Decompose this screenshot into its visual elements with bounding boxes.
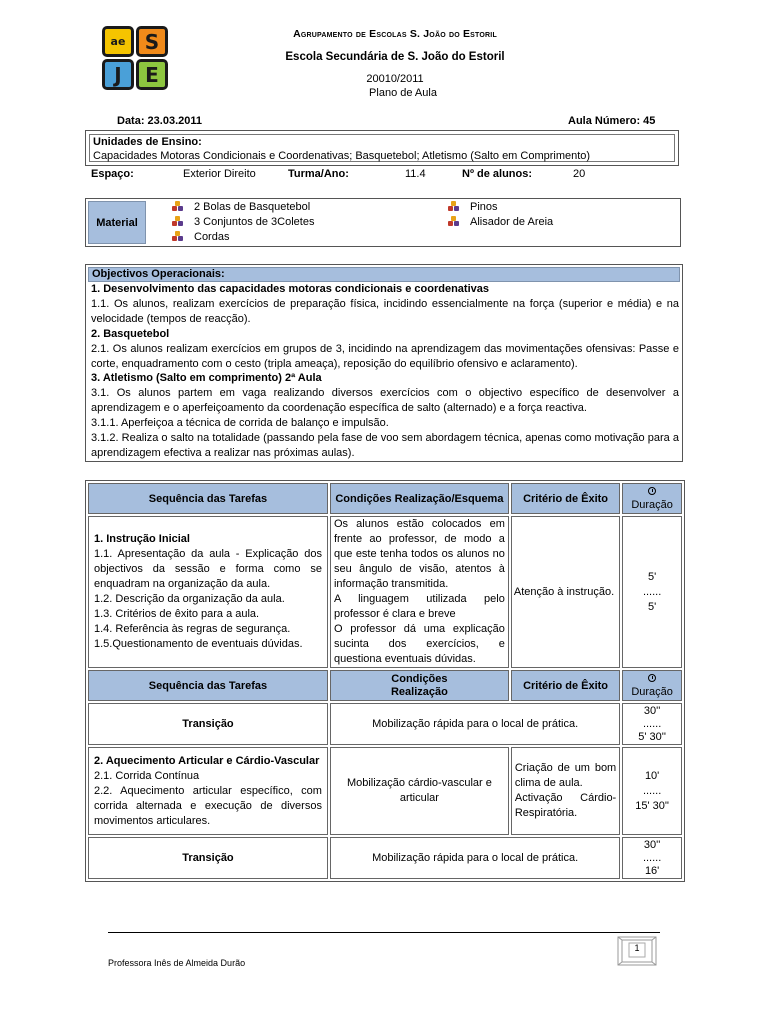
logo-tile-s: S xyxy=(136,26,168,57)
objective-line: 3.1.2. Realiza o salto na totalidade (passando pela fase de voo sem abordagem técnica, apenas como motivação para a aprendizagem efectiva a realizar nas próximas aulas). xyxy=(91,432,679,459)
conditions-aquecimento: Mobilização cárdio-vascular e articular xyxy=(330,747,509,835)
col-header-criteria: Critério de Êxito xyxy=(511,483,620,514)
col-header-conditions: Condições Realização xyxy=(330,670,509,701)
bullet-icon xyxy=(172,231,184,243)
table-header-row xyxy=(88,483,682,514)
objectives-title: Objectivos Operacionais: xyxy=(88,267,680,282)
criteria-aquecimento: Criação de um bom clima de aula. Activação Cárdio-Respiratória. xyxy=(511,747,620,835)
clock-icon xyxy=(648,487,656,495)
col-header-duration: Duração xyxy=(622,483,682,514)
transition-duration: 30'' ...... 16' xyxy=(622,837,682,879)
objective-line: 3.1.1. Aperfeiçoa a técnica de corrida de balanço e impulsão. xyxy=(91,417,389,430)
logo-tile-ae: ae xyxy=(102,26,134,57)
objective-line: 1. Desenvolvimento das capacidades motoras condicionais e coordenativas xyxy=(91,283,489,295)
col-header-duration: Duração xyxy=(622,670,682,701)
space-label: Espaço: xyxy=(91,168,134,180)
clock-icon xyxy=(648,674,656,682)
table-row xyxy=(88,516,682,668)
lesson-date: Data: 23.03.2011 xyxy=(117,115,203,127)
page-number: 1 xyxy=(634,943,640,953)
footer-divider xyxy=(108,932,660,933)
bullet-icon xyxy=(448,201,460,213)
transition-label: Transição xyxy=(88,703,328,745)
duration-aquecimento: 10' ...... 15' 30'' xyxy=(622,747,682,835)
objective-line: 1.1. Os alunos, realizam exercícios de preparação física, incidindo essencialmente na força (superior e média) e na velocidade (tempos de reacção). xyxy=(91,297,679,325)
tasks-table xyxy=(85,480,685,882)
page-number-badge xyxy=(617,936,657,966)
school-year: 20010/2011 xyxy=(366,73,424,85)
material-item: Pinos xyxy=(448,201,498,213)
task-instrucao: 1. Instrução Inicial 1.1. Apresentação da aula - Explicação dos objectivos da sessão e forma como se enquadram na organização da aula. 1.2. Descrição da organização da aula. 1.3. Critérios de êxito para a aula. 1.4. Referência às regras de segurança. 1.5.Questionamento de eventuais dúvidas. xyxy=(88,516,328,668)
material-item: 3 Conjuntos de 3Coletes xyxy=(172,216,314,228)
school-name: Escola Secundária de S. João do Estoril xyxy=(285,51,505,63)
class-value: 11.4 xyxy=(405,168,426,180)
space-value: Exterior Direito xyxy=(183,168,256,180)
lesson-number: Aula Número: 45 xyxy=(568,115,656,127)
objective-line: 2.1. Os alunos realizam exercícios em grupos de 3, incidindo na aprendizagem das movimentações ofensivas: Passe e corte, enquadramento com o cesto (tripla ameaça), reposição do equilíbrio ofensivo e aclaramento). xyxy=(91,342,679,370)
teaching-units-title: Unidades de Ensino: xyxy=(93,136,202,148)
school-logo xyxy=(102,26,170,92)
objective-line: 2. Basquetebol xyxy=(91,327,170,340)
col-header-criteria: Critério de Êxito xyxy=(511,670,620,701)
col-header-sequence: Sequência das Tarefas xyxy=(88,670,328,701)
logo-tile-e: E xyxy=(136,59,168,90)
logo-tile-j: J xyxy=(102,59,134,90)
document-title: Plano de Aula xyxy=(369,87,437,99)
agrupamento-title: Agrupamento de Escolas S. João do Estoril xyxy=(293,28,497,40)
transition-text: Mobilização rápida para o local de prática. xyxy=(330,703,620,745)
col-header-sequence: Sequência das Tarefas xyxy=(88,483,328,514)
teaching-units-text: Capacidades Motoras Condicionais e Coordenativas; Basquetebol; Atletismo (Salto em Comprimento) xyxy=(93,149,591,162)
objectives-box xyxy=(85,264,683,462)
objectives-body xyxy=(91,282,679,461)
teaching-units-box xyxy=(85,130,679,166)
transition-label: Transição xyxy=(88,837,328,879)
bullet-icon xyxy=(172,216,184,228)
class-label: Turma/Ano: xyxy=(288,168,349,180)
transition-text: Mobilização rápida para o local de prática. xyxy=(330,837,620,879)
material-item: Alisador de Areia xyxy=(448,216,553,228)
table-row xyxy=(88,837,682,879)
objective-line: 3.1. Os alunos partem em vaga realizando diversos exercícios com o objectivo específico de desenvolver a aprendizagem e o aperfeiçoamento da coordenação específica de salto (alternado) e a força reactiva. xyxy=(91,387,679,415)
footer-author: Professora Inês de Almeida Durão xyxy=(108,958,246,968)
material-label: Material xyxy=(88,201,146,244)
col-header-conditions: Condições Realização/Esquema xyxy=(330,483,509,514)
duration-instrucao: 5' ...... 5' xyxy=(622,516,682,668)
objective-line: 3. Atletismo (Salto em comprimento) 2ª Aula xyxy=(91,372,322,385)
criteria-instrucao: Atenção à instrução. xyxy=(511,516,620,668)
table-row xyxy=(88,747,682,835)
material-item: 2 Bolas de Basquetebol xyxy=(172,201,310,213)
material-item: Cordas xyxy=(172,231,229,243)
transition-duration: 30'' ...... 5' 30'' xyxy=(622,703,682,745)
table-header-row xyxy=(88,670,682,701)
conditions-instrucao: Os alunos estão colocados em frente ao professor, de modo a que este tenha todos os alunos no seu ângulo de visão, atentos à informação transmitida. A linguagem utilizada pelo professor é clara e breve O professor dá uma explicação sucinta dos exercícios, e questiona eventuais dúvidas. xyxy=(330,516,509,668)
students-value: 20 xyxy=(573,168,586,180)
task-aquecimento: 2. Aquecimento Articular e Cárdio-Vascular 2.1. Corrida Contínua 2.2. Aquecimento articular específico, com corrida alternada e execução de diversos movimentos articulares. xyxy=(88,747,328,835)
bullet-icon xyxy=(448,216,460,228)
students-label: Nº de alunos: xyxy=(462,168,533,180)
table-row xyxy=(88,703,682,745)
material-box xyxy=(85,198,681,247)
bullet-icon xyxy=(172,201,184,213)
